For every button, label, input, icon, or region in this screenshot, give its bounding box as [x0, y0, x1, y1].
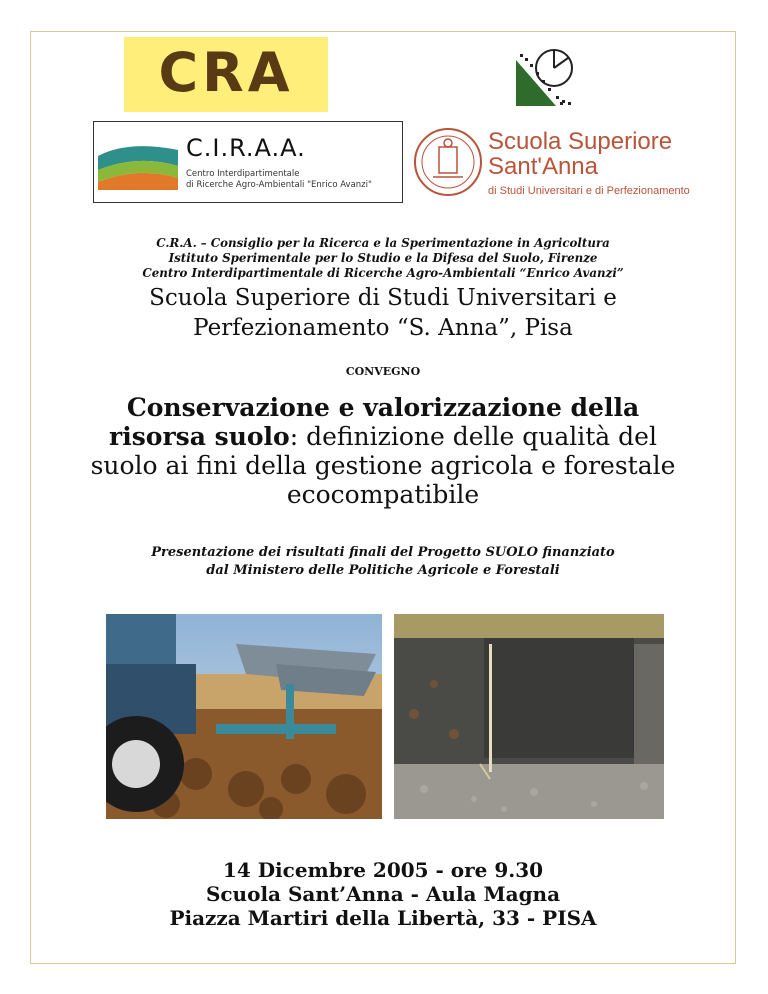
- tractor-plough-photo: [106, 614, 382, 819]
- institution-line-3: Centro Interdipartimentale di Ricerche Agro-Ambientali “Enrico Avanzi”: [142, 266, 624, 280]
- event-date: 14 Dicembre 2005 - ore 9.30: [222, 858, 544, 882]
- issds-logo: [516, 46, 576, 108]
- santanna-logo-text: Scuola Superiore Sant'Anna: [488, 128, 673, 180]
- event-address: Piazza Martiri della Libertà, 33 - PISA: [169, 906, 597, 930]
- santanna-seal-icon: [413, 127, 483, 197]
- santanna-logo-subtitle: di Studi Universitari e di Perfezionamento: [488, 185, 690, 197]
- convegno-label: CONVEGNO: [345, 365, 421, 378]
- event-venue: Scuola Sant’Anna - Aula Magna: [205, 882, 561, 906]
- institution-line-1: C.R.A. – Consiglio per la Ricerca e la Sperimentazione in Agricoltura: [156, 236, 610, 250]
- event-details: [30, 858, 736, 930]
- institution-line-2: Istituto Sperimentale per lo Studio e la Difesa del Suolo, Firenze: [168, 251, 598, 265]
- scuola-heading: Scuola Superiore di Studi Universitari e Perfezionamento “S. Anna”, Pisa: [149, 285, 617, 341]
- cra-logo: CRA: [124, 37, 328, 112]
- ciraa-logo: C.I.R.A.A. Centro Interdipartimentale di Ricerche Agro-Ambientali "Enrico Avanzi": [93, 121, 403, 203]
- event-title: Conservazione e valorizzazione della risorsa suolo: definizione delle qualità del suolo ai fini della gestione agricola e forestale ecocompatibile: [90, 393, 676, 509]
- presentation-subtitle: Presentazione dei risultati finali del Progetto SUOLO finanziato dal Ministero delle Politiche Agricole e Forestali: [151, 545, 615, 578]
- soil-profile-photo: [394, 614, 664, 819]
- ciraa-hills-graphic: [98, 136, 178, 190]
